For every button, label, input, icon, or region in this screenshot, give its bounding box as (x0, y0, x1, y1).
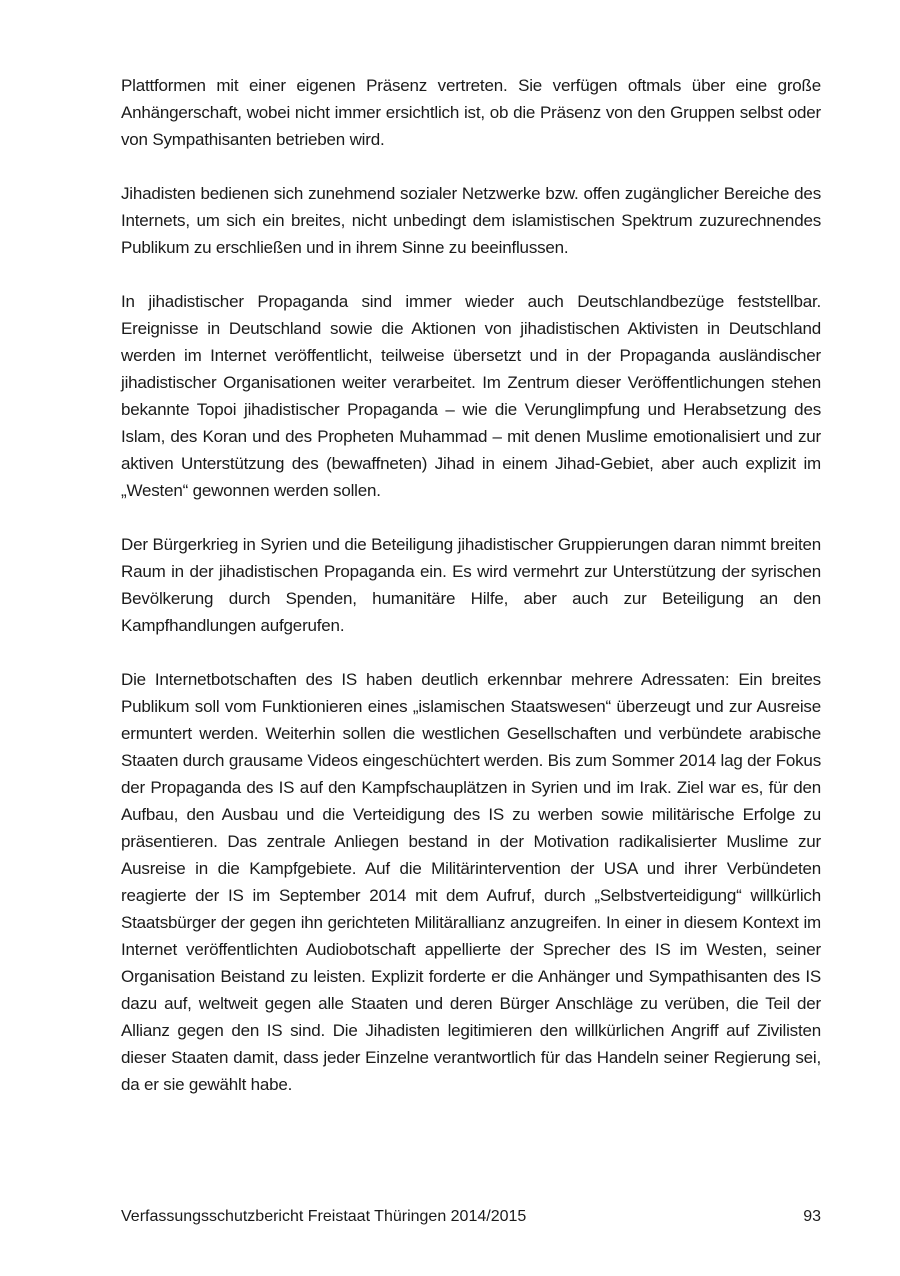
paragraph-4: Der Bürgerkrieg in Syrien und die Beteiligung jihadistischer Gruppierungen daran nimmt breiten Raum in der jihadistischen Propaganda ein. Es wird vermehrt zur Unterstützung der syrischen Bevölkerung durch Spenden, humanitäre Hilfe, aber auch zur Beteiligung an den Kampfhandlungen aufgerufen. (121, 535, 821, 635)
page-footer (121, 1206, 821, 1228)
page-body (121, 72, 821, 1125)
paragraph-2: Jihadisten bedienen sich zunehmend sozialer Netzwerke bzw. offen zugänglicher Bereiche des Internets, um sich ein breites, nicht unbedingt dem islamistischen Spektrum zuzurechnendes Publikum zu erschließen und in ihrem Sinne zu beeinflussen. (121, 184, 821, 257)
paragraph-5: Die Internetbotschaften des IS haben deutlich erkennbar mehrere Adressaten: Ein breites Publikum soll vom Funktionieren eines „islamischen Staatswesen“ überzeugt und zur Ausreise ermuntert werden. Weiterhin sollen die westlichen Gesellschaften und verbündete arabische Staaten durch grausame Videos eingeschüchtert werden. Bis zum Sommer 2014 lag der Fokus der Propaganda des IS auf den Kampfschauplätzen in Syrien und im Irak. Ziel war es, für den Aufbau, den Ausbau und die Verteidigung des IS zu werben sowie militärische Erfolge zu präsentieren. Das zentrale Anliegen bestand in der Motivation radikalisierter Muslime zur Ausreise in die Kampfgebiete. Auf die Militärintervention der USA und ihrer Verbündeten reagierte der IS im September 2014 mit dem Aufruf, durch „Selbstverteidigung“ willkürlich Staatsbürger der gegen ihn gerichteten Militärallianz anzugreifen. In einer in diesem Kontext im Internet veröffentlichten Audiobotschaft appellierte der Sprecher des IS im Westen, seiner Organisation Beistand zu leisten. Explizit forderte er die Anhänger und Sympathisanten des IS dazu auf, weltweit gegen alle Staaten und deren Bürger Anschläge zu verüben, die Teil der Allianz gegen den IS sind. Die Jihadisten legitimieren den willkürlichen Angriff auf Zivilisten dieser Staaten damit, dass jeder Einzelne verantwortlich für das Handeln seiner Regierung sei, da er sie gewählt habe. (121, 670, 821, 1094)
footer-publication-title: Verfassungsschutzbericht Freistaat Thüringen 2014/2015 (121, 1208, 527, 1225)
page-number: 93 (803, 1208, 821, 1225)
paragraph-3: In jihadistischer Propaganda sind immer wieder auch Deutschlandbezüge feststellbar. Ereignisse in Deutschland sowie die Aktionen von jihadistischen Aktivisten in Deutschland werden im Internet veröffentlicht, teilweise übersetzt und in der Propaganda ausländischer jihadistischer Organisationen weiter verarbeitet. Im Zentrum dieser Veröffentlichungen stehen bekannte Topoi jihadistischer Propaganda – wie die Verunglimpfung und Herabsetzung des Islam, des Koran und des Propheten Muhammad – mit denen Muslime emotionalisiert und zur aktiven Unterstützung des (bewaffneten) Jihad in einem Jihad-Gebiet, aber auch explizit im „Westen“ gewonnen werden sollen. (121, 292, 821, 500)
paragraph-1: Plattformen mit einer eigenen Präsenz vertreten. Sie verfügen oftmals über eine große Anhängerschaft, wobei nicht immer ersichtlich ist, ob die Präsenz von den Gruppen selbst oder von Sympathisanten betrieben wird. (121, 76, 821, 149)
